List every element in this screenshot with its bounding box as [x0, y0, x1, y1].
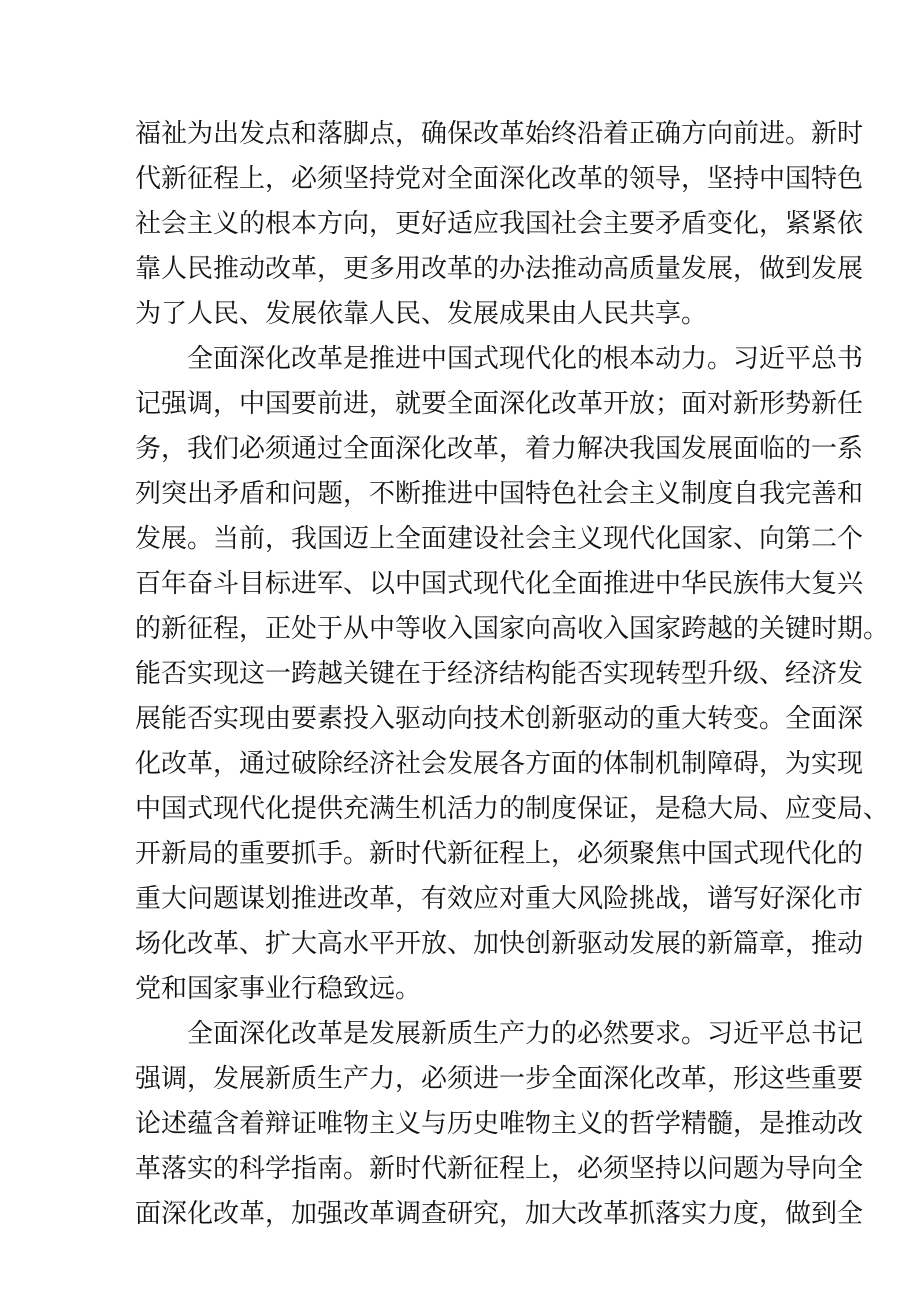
- text-line: 为了人民、发展依靠人民、发展成果由人民共享。: [135, 299, 708, 329]
- text-line: 福祉为出发点和落脚点，确保改革始终沿着正确方向前进。新时: [135, 119, 864, 149]
- text-line: 开新局的重要抓手。新时代新征程上，必须聚焦中国式现代化的: [135, 839, 864, 869]
- paragraph-start-line: 全面深化改革是发展新质生产力的必然要求。习近平总书记: [187, 1019, 864, 1049]
- text-line: 列突出矛盾和问题，不断推进中国特色社会主义制度自我完善和: [135, 479, 864, 509]
- text-line: 代新征程上，必须坚持党对全面深化改革的领导，坚持中国特色: [135, 164, 864, 194]
- text-line: 重大问题谋划推进改革，有效应对重大风险挑战，谱写好深化市: [135, 884, 864, 914]
- text-line: 记强调，中国要前进，就要全面深化改革开放；面对新形势新任: [135, 389, 864, 419]
- text-line: 能否实现这一跨越关键在于经济结构能否实现转型升级、经济发: [135, 659, 864, 689]
- text-line: 的新征程，正处于从中等收入国家向高收入国家跨越的关键时期。: [135, 614, 890, 644]
- text-line: 场化改革、扩大高水平开放、加快创新驱动发展的新篇章，推动: [135, 929, 864, 959]
- text-line: 展能否实现由要素投入驱动向技术创新驱动的重大转变。全面深: [135, 704, 864, 734]
- text-line: 面深化改革，加强改革调查研究，加大改革抓落实力度，做到全: [135, 1199, 864, 1229]
- text-line: 中国式现代化提供充满生机活力的制度保证，是稳大局、应变局、: [135, 794, 890, 824]
- text-line: 社会主义的根本方向，更好适应我国社会主要矛盾变化，紧紧依: [135, 209, 864, 239]
- paragraph-start-line: 全面深化改革是推进中国式现代化的根本动力。习近平总书: [187, 344, 864, 374]
- text-line: 靠人民推动改革，更多用改革的办法推动高质量发展，做到发展: [135, 254, 864, 284]
- text-line: 发展。当前，我国迈上全面建设社会主义现代化国家、向第二个: [135, 524, 864, 554]
- text-line: 强调，发展新质生产力，必须进一步全面深化改革，形这些重要: [135, 1064, 864, 1094]
- text-line: 化改革，通过破除经济社会发展各方面的体制机制障碍，为实现: [135, 749, 864, 779]
- text-line: 务，我们必须通过全面深化改革，着力解决我国发展面临的一系: [135, 434, 864, 464]
- text-line: 百年奋斗目标进军、以中国式现代化全面推进中华民族伟大复兴: [135, 569, 864, 599]
- text-line: 论述蕴含着辩证唯物主义与历史唯物主义的哲学精髓，是推动改: [135, 1109, 864, 1139]
- text-line: 革落实的科学指南。新时代新征程上，必须坚持以问题为导向全: [135, 1154, 864, 1184]
- text-line: 党和国家事业行稳致远。: [135, 974, 422, 1004]
